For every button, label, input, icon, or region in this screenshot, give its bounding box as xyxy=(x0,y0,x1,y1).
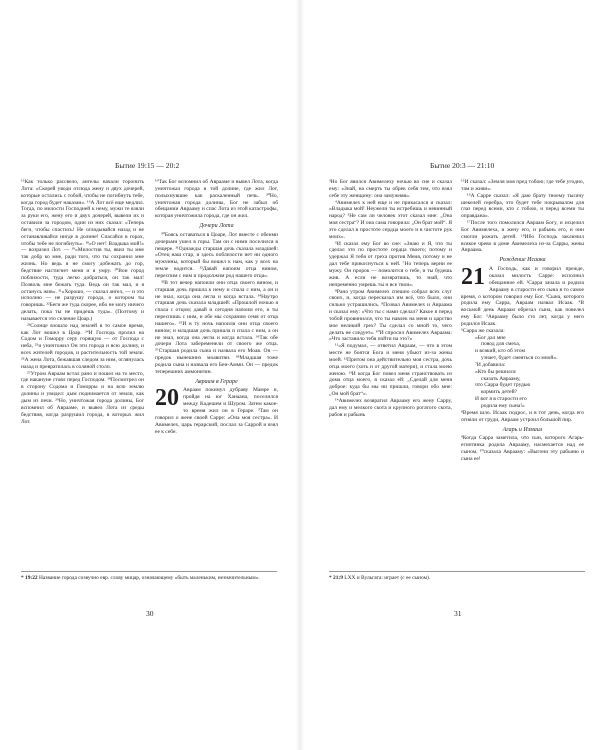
page-number: 31 xyxy=(454,609,462,618)
paragraph: ⁶Сарра же сказала: xyxy=(461,327,505,334)
chapter-number: 21 xyxy=(461,264,485,291)
paragraph: ⁸Время шло. Исаак подрос, и в тот день, когда его отняли от груди, Авраам устроил большой пир. xyxy=(461,409,584,423)
chapter-block xyxy=(155,387,278,435)
poem-line: узнает, будет смеяться со мной». xyxy=(481,355,558,362)
paragraph: ¹⁴Авимелех возвратил Аврааму его жену Сарру, дал ему и мелкого скота и крупного рогатого скота, рабов и рабынь xyxy=(329,398,452,418)
page-number: 30 xyxy=(146,609,154,618)
running-head: Бытие 20:3 — 21:10 xyxy=(430,161,495,170)
paragraph: ²³Солнце взошло над землей в то самое время, как Лот вошел в Цоар. ²⁴И Господь пролил на Содом и Гоморру серу горящую — от Господа с неба, ²⁵и уничтожил Он эти города и всю долину, и всех жителей городов, и растительность той земли. ²⁶А жена Лота, бежавшая следом за ним, оглянулась назад и превратилась в соляной столп. xyxy=(21,322,144,370)
section-heading: Рождение Исаака xyxy=(499,257,546,264)
poem-line: и всякий, кто об этом xyxy=(475,348,525,355)
section-heading: Дочери Лота xyxy=(199,223,234,230)
poem-line: И вот я в старости его xyxy=(475,396,527,403)
paragraph: ³⁰Боясь оставаться в Цоаре, Лот вместе с обеими дочерьми ушел в горы. Там он с ними поселился в пещере. ³¹Однажды старшая дочь сказала младшей: «Отец наш стар, и здесь поблизости нет ни одного мужчины, который бы вошел к нам, как у всех на земле водится. ³²Давай напоим отца вином, переспим с ним и продолжим род нашего отца». xyxy=(155,231,278,279)
paragraph: ¹⁹Так Бог вспомнил об Аврааме и вывел Лота, когда уничтожал города в той долине, где жил Лот, полыхнувшие как раскаленный печь. ³⁰Но, уничтожая города долины, Бог не забыл об обещании Аврааму и спас Лота из этой катастрофы, которая уничтожила города, где он жил. xyxy=(155,179,278,220)
footnote xyxy=(21,575,276,582)
paragraph: ³Но Бог явился Авимелеху ночью во сне и сказал ему: «Знай, на смерть ты обрек себя тем, что взял себе эту женщину: она замужняя». xyxy=(329,179,452,199)
paragraph: ⁹Когда Сарра заметила, что сын, которого Агарь-египтянка родила Аврааму, насмехается над ее сыном, ¹⁰сказала Аврааму: «Выгони эту рабыню и сына ее! xyxy=(461,435,584,462)
poem-line: ⁷И добавила: xyxy=(475,361,506,368)
paragraph: ⁶И сказал ему Бог во сне: «Знаю и Я, что ты сделал это по простоте сердца твоего; потому и удержал Я тебя от греха против Меня, потому и не дал тебе прикоснуться к ней. ⁷Но теперь верни ее мужу. Он пророк — помолится о тебе, и ты будешь жив. А если не возвратишь, то знай, что непременно умрешь ты и все твои». xyxy=(329,240,452,288)
paragraph: А Господь, как и говорил прежде, оказал милость Сарре: исполнил обещанное ей. ²Сарра зачала и родила Аврааму в старости его сына в то самое время, о котором говорил ему Бог. ³Сына, которого родила ему Сарра, Авраам назвал Исаак. ⁴В восьмой день Авраам обрезал сына, как повелел ему Бог. ⁵Аврааму было сто лет, когда у него родился Исаак. xyxy=(461,266,584,327)
poem-line: родила ему сына!» xyxy=(481,403,525,409)
paragraph: ¹⁶А Сарре сказал: «Я даю брату твоему тысячу шекелей серебра, это будет тебе покрывалом для глаз перед всеми, кто с тобою, и перед всеми ты оправдана». xyxy=(461,192,584,220)
text-column xyxy=(21,179,144,562)
text-column xyxy=(329,179,452,562)
footnote xyxy=(329,575,584,582)
paragraph: ¹⁵Как только рассвело, ангелы начали торопить Лота: «Скорей уводи отсюда жену и двух дочерей, которые остались с тобой, чтобы не погибнуть тебе, когда город будет наказан». ¹⁶А Лот всё еще медлил. Тогда, по милости Господней к нему, мужи те взяли за руки его, жену его и двух дочерей, вывели их и оставили за городом, один из них сказал: «Теперь беги, чтобы спастись! Не оглядывайся назад и не останавливайся нигде в долине! Спасайся в горах, чтобы тебе не погибнуть». ¹⁸«О нет! Владыка мой!» — возразил Лот. — ¹⁹«Милостив ты, явил ты мне так добр ко мне, ради того, что ты сохранил мне жизнь. Но ведь я не смогу добежать до гор, бедствие настигнет меня и я умру. ²⁰Вон город поблизости, туда легко добраться, он так мал! Позволь мне бежать туда. Ведь он так мал, и я останусь жив». ²¹«Хорошо, — сказал ангел, — и это исполню — не разрушу города, о котором ты говоришь. ²²Беги же туда скорее, ибо не могу ничего делать, пока ты не придешь туда». (Поэтому и называется это селение Цоар.) xyxy=(21,179,144,322)
footnote-text: LXX и Вульгата: играет (с ее сыном). xyxy=(344,575,431,581)
footnote-divider xyxy=(329,571,585,572)
poem-line: «Кто бы решился xyxy=(475,368,516,375)
paragraph: ⁸Рано утром Авимелех спешно собрал всех слуг своих, и, когда пересказал им всё, что было, они сильно устрашились. ⁹Позвал Авимелех и Авраама и сказал ему: «Что ты с нами сделал? Какое я перед тобой провинился, что ты навлек на меня и царство мое великий грех? Ты сделал со мной то, чего делать не следует». ¹⁰И спросил Авимелех Авраама: «Что заставило тебя пойти на это?» xyxy=(329,288,452,343)
paragraph: ³³В тот вечер напоили они отца своего вином, и старшая дочь пришла к нему и спала с ним, а он и не знал, когда она легла и когда встала. ³⁴Наутро старшая дочь сказала младшей: «Прошлой ночью я спала с отцом; давай и сегодня напоим его, и ты переспишь с ним, и обе мы сохраним семя от отца нашего». ³⁵И в ту ночь напоили они отца своего вином; и младшая дочь пришла и спала с ним, а он не знал, когда она легла и когда встала. ³⁶Так обе дочери Лота забеременели от своего же отца. ³⁷Старшая родила сына и назвала его Моав. Он — предок нынешних моавитян. ³⁸Младшая тоже родила сына и назвала его Бен-Амми. Он — предок теперешних аммонитян. xyxy=(155,279,278,375)
footnote-divider xyxy=(21,571,277,572)
poem xyxy=(461,335,584,410)
text-column xyxy=(155,179,278,562)
chapter-number: 20 xyxy=(155,385,179,412)
paragraph: ⁴Авимелех к ней еще и не прикасался и сказал: «Владыка мой! Неужели ты истребишь и невинный народ? ⁵Не сам ли человек этот сказал мне: „Она моя сестра“? И она сама говорила: „Он брат мой“. Я это сделал в простоте сердца моего и в чистоте рук моих». xyxy=(329,199,452,240)
paragraph: ²⁷Утром Авраам встал рано и пошел на то место, где накануне стоял перед Господом. ²⁸Посмотрел он в сторону Содома и Гоморры и на всю землю долины и увидел: дым поднимается от земли, как дым из печи. ²⁹Но, уничтожая города долины, Бог вспомнил об Аврааме, и вывел Лота из среды бедствия, когда разрушил города, в которых жил Лот. xyxy=(21,370,144,425)
paragraph: ¹⁷После того помолился Авраам Богу, и исцелил Бог Авимелеха, и жену его, и рабынь его, и они смогли рожать детей. ¹⁸Ибо Господь заключил всякое чрево в доме Авимелеха из-за Сарры, жены Авраама. xyxy=(461,220,584,254)
paragraph: ¹¹«Я подумал, — ответил Авраам, — что в этом месте не боятся Бога и меня убьют из-за жены моей. ¹²Притом она действительно моя сестра, дочь отца моего (хоть и от другой матери), и стала моею женою. ¹³И когда Бог повел меня странствовать из дома отца моего, я сказал ей: „Сделай для меня доброе: куда бы мы ни пришли, говори обо мне: „Он мой брат“». xyxy=(329,343,452,398)
paragraph: Авраам покинул дубраву Мамре и, пройдя на юг Ханаана, поселился между Кадешем и Шуром. Затем какое-то время жил он в Гераре. ²Там он говорил о жене своей Сарре: «Она моя сестра». И Авимелех, царь герарский, послал за Саррой и взял ее к себе. xyxy=(155,387,278,435)
poem-line: сказать Аврааму, xyxy=(481,375,521,382)
section-heading: Агарь и Измаил xyxy=(502,426,543,433)
text-column xyxy=(461,179,584,562)
footnote-text: Название города созвучно евр. слову мицар, означающему «быть маленьким, незначительным». xyxy=(38,575,260,581)
right-page xyxy=(300,0,600,750)
poem-line: что Сарра будет грудью xyxy=(475,382,531,389)
running-head: Бытие 19:15 — 20:2 xyxy=(115,161,180,170)
paragraph: ¹⁵И сказал: «Земля моя пред тобою; где тебе угодно, там и живи». xyxy=(461,179,584,192)
chapter-block xyxy=(461,266,584,328)
book-gutter xyxy=(296,0,304,750)
footnote-mark: * 19:22 xyxy=(21,575,38,581)
footnote-mark: * 21:9 xyxy=(329,575,343,581)
poem-line: кормить детей? xyxy=(481,389,517,396)
poem-line: «Бог дал мне xyxy=(475,334,506,341)
poem-line: повод для смеха, xyxy=(481,341,521,348)
section-heading: Авраам в Гераре xyxy=(195,378,238,385)
